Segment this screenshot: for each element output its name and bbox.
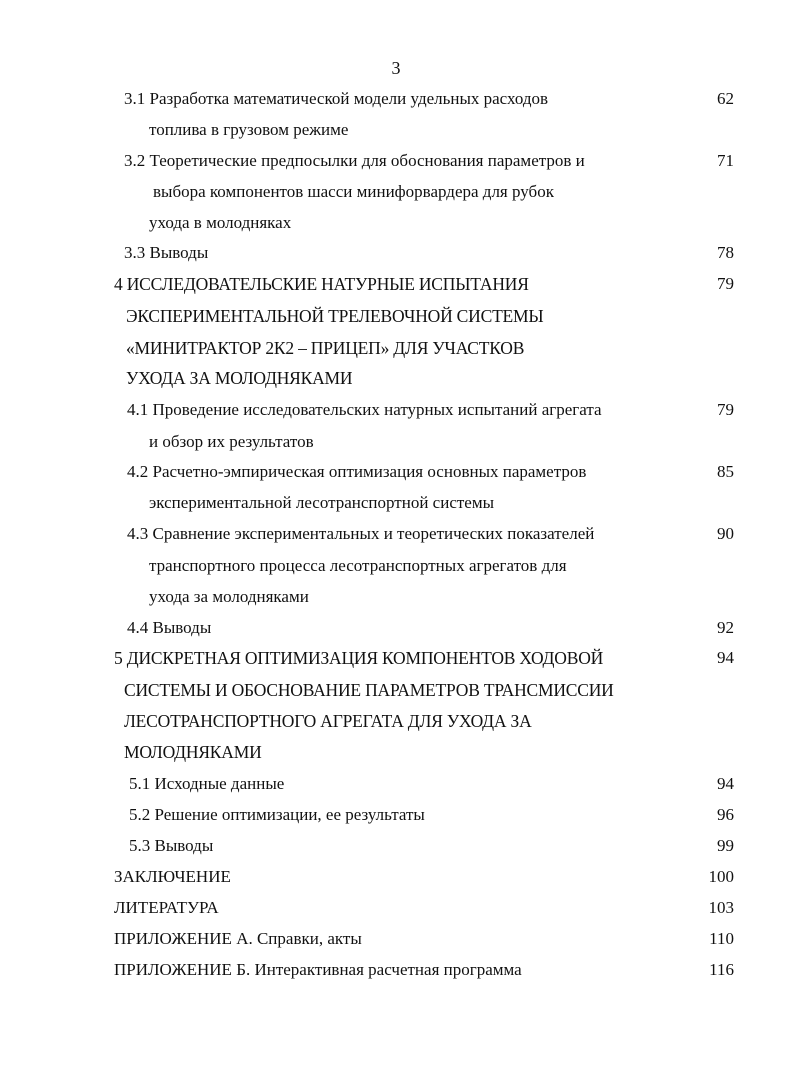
toc-entry-title: 4.2 Расчетно-эмпирическая оптимизация основных параметров: [127, 462, 587, 481]
toc-chapter-title: 5 ДИСКРЕТНАЯ ОПТИМИЗАЦИЯ КОМПОНЕНТОВ ХОДОВОЙ: [114, 648, 604, 668]
toc-page-number: 94: [717, 774, 734, 793]
toc-page-number: 94: [717, 648, 734, 667]
toc-page-number: 71: [717, 151, 734, 170]
toc-page-number: 62: [717, 89, 734, 108]
toc-page-number: 79: [717, 400, 734, 419]
toc-page-number: 92: [717, 618, 734, 637]
toc-page-number: 100: [708, 867, 734, 886]
toc-entry-title-cont: ухода в молодняках: [149, 213, 292, 232]
toc-entry-title-cont: выбора компонентов шасси минифорвардера для рубок: [153, 182, 554, 201]
toc-page-number: 90: [717, 524, 734, 543]
toc-entry-title-cont: ухода за молодняками: [149, 587, 309, 606]
toc-page-number: 78: [717, 243, 734, 262]
toc-entry-title: 3.3 Выводы: [124, 243, 209, 262]
toc-page-number: 99: [717, 836, 734, 855]
toc-entry-title: ЛИТЕРАТУРА: [114, 898, 219, 917]
toc-entry-title: 5.2 Решение оптимизации, ее результаты: [129, 805, 425, 824]
toc-chapter-title-cont: ЭКСПЕРИМЕНТАЛЬНОЙ ТРЕЛЕВОЧНОЙ СИСТЕМЫ: [126, 306, 544, 326]
toc-entry-title: 4.3 Сравнение экспериментальных и теоретических показателей: [127, 524, 595, 543]
toc-entry-title: 3.2 Теоретические предпосылки для обоснования параметров и: [124, 151, 585, 170]
toc-chapter-title-cont: «МИНИТРАКТОР 2К2 – ПРИЦЕП» ДЛЯ УЧАСТКОВ: [126, 338, 525, 358]
toc-chapter-title-cont: УХОДА ЗА МОЛОДНЯКАМИ: [126, 368, 353, 388]
page-number: 3: [391, 58, 401, 78]
toc-entry-title: ПРИЛОЖЕНИЕ Б. Интерактивная расчетная программа: [114, 960, 522, 979]
toc-entry-title: 3.1 Разработка математической модели удельных расходов: [124, 89, 549, 108]
toc-entry-title-cont: транспортного процесса лесотранспортных агрегатов для: [149, 556, 567, 575]
toc-page-number: 79: [717, 274, 734, 293]
toc-entry-title: 5.1 Исходные данные: [129, 774, 285, 793]
toc-entry-title: 4.4 Выводы: [127, 618, 212, 637]
toc-entry-title-cont: и обзор их результатов: [149, 432, 314, 451]
toc-entry-title: 4.1 Проведение исследовательских натурных испытаний агрегата: [127, 400, 602, 419]
toc-entry-title-cont: топлива в грузовом режиме: [149, 120, 349, 139]
toc-chapter-title-cont: МОЛОДНЯКАМИ: [124, 742, 262, 762]
toc-entry-title: 5.3 Выводы: [129, 836, 214, 855]
toc-page-number: 103: [708, 898, 734, 917]
toc-entry-title: ЗАКЛЮЧЕНИЕ: [114, 867, 231, 886]
toc-entry-title: ПРИЛОЖЕНИЕ А. Справки, акты: [114, 929, 362, 948]
toc-chapter-title-cont: СИСТЕМЫ И ОБОСНОВАНИЕ ПАРАМЕТРОВ ТРАНСМИССИИ: [124, 680, 614, 700]
toc-page-number: 116: [709, 960, 734, 979]
toc-chapter-title-cont: ЛЕСОТРАНСПОРТНОГО АГРЕГАТА ДЛЯ УХОДА ЗА: [124, 711, 532, 731]
toc-page-number: 110: [709, 929, 734, 948]
toc-page-number: 85: [717, 462, 734, 481]
toc-page-number: 96: [717, 805, 734, 824]
toc-entry-title-cont: экспериментальной лесотранспортной системы: [149, 493, 495, 512]
toc-chapter-title: 4 ИССЛЕДОВАТЕЛЬСКИЕ НАТУРНЫЕ ИСПЫТАНИЯ: [114, 274, 529, 294]
